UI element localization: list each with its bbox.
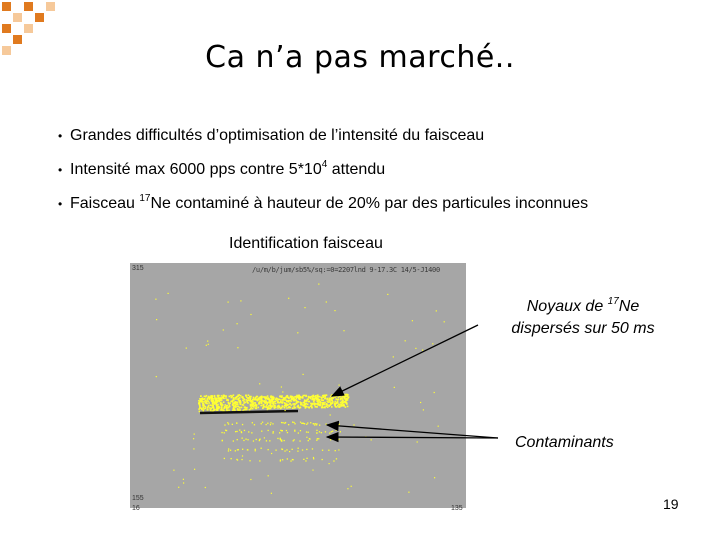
bullet-text-part: Ne contaminé à hauteur de 20% par des particules inconnues xyxy=(150,195,589,212)
bullet-text-part: Faisceau xyxy=(70,195,140,212)
page-number: 19 xyxy=(663,496,679,512)
x-axis-label-right: 135 xyxy=(451,505,463,512)
slide-title: Ca n’a pas marché.. xyxy=(205,40,515,75)
plot-corner-label: 315 xyxy=(132,265,144,272)
annotation-nuclei-line2: dispersés sur 50 ms xyxy=(511,320,655,337)
annotation-text: Noyaux de xyxy=(526,298,608,315)
annotation-contaminants: Contaminants xyxy=(515,434,614,451)
arrow-to-nuclei xyxy=(332,325,478,396)
bullet-text-part: Grandes difficultés d’optimisation de l’intensité du faisceau xyxy=(70,127,485,144)
arrow-to-contaminants-upper xyxy=(327,425,498,438)
plot-header-text: /u/m/b/jum/sb5%/sq:=0=2207lnd 9-17.3C 14/5-J1400 xyxy=(252,266,440,274)
figure-caption: Identification faisceau xyxy=(229,235,383,252)
bullet-glyph: • xyxy=(58,163,63,177)
plot-corner-label: 155 xyxy=(132,495,144,502)
annotation-text: Ne xyxy=(618,298,640,315)
bullet-text-part: attendu xyxy=(327,161,386,178)
x-axis-label-left: 16 xyxy=(132,505,140,512)
bullet-superscript: 17 xyxy=(139,193,151,204)
arrow-to-contaminants-lower xyxy=(327,437,498,438)
annotation-superscript: 17 xyxy=(607,296,619,307)
bullet-text-part: Intensité max 6000 pps contre 5*10 xyxy=(70,161,322,178)
bullet-glyph: • xyxy=(58,197,63,211)
bullet-superscript: 4 xyxy=(321,159,328,170)
bullet-glyph: • xyxy=(58,129,63,143)
